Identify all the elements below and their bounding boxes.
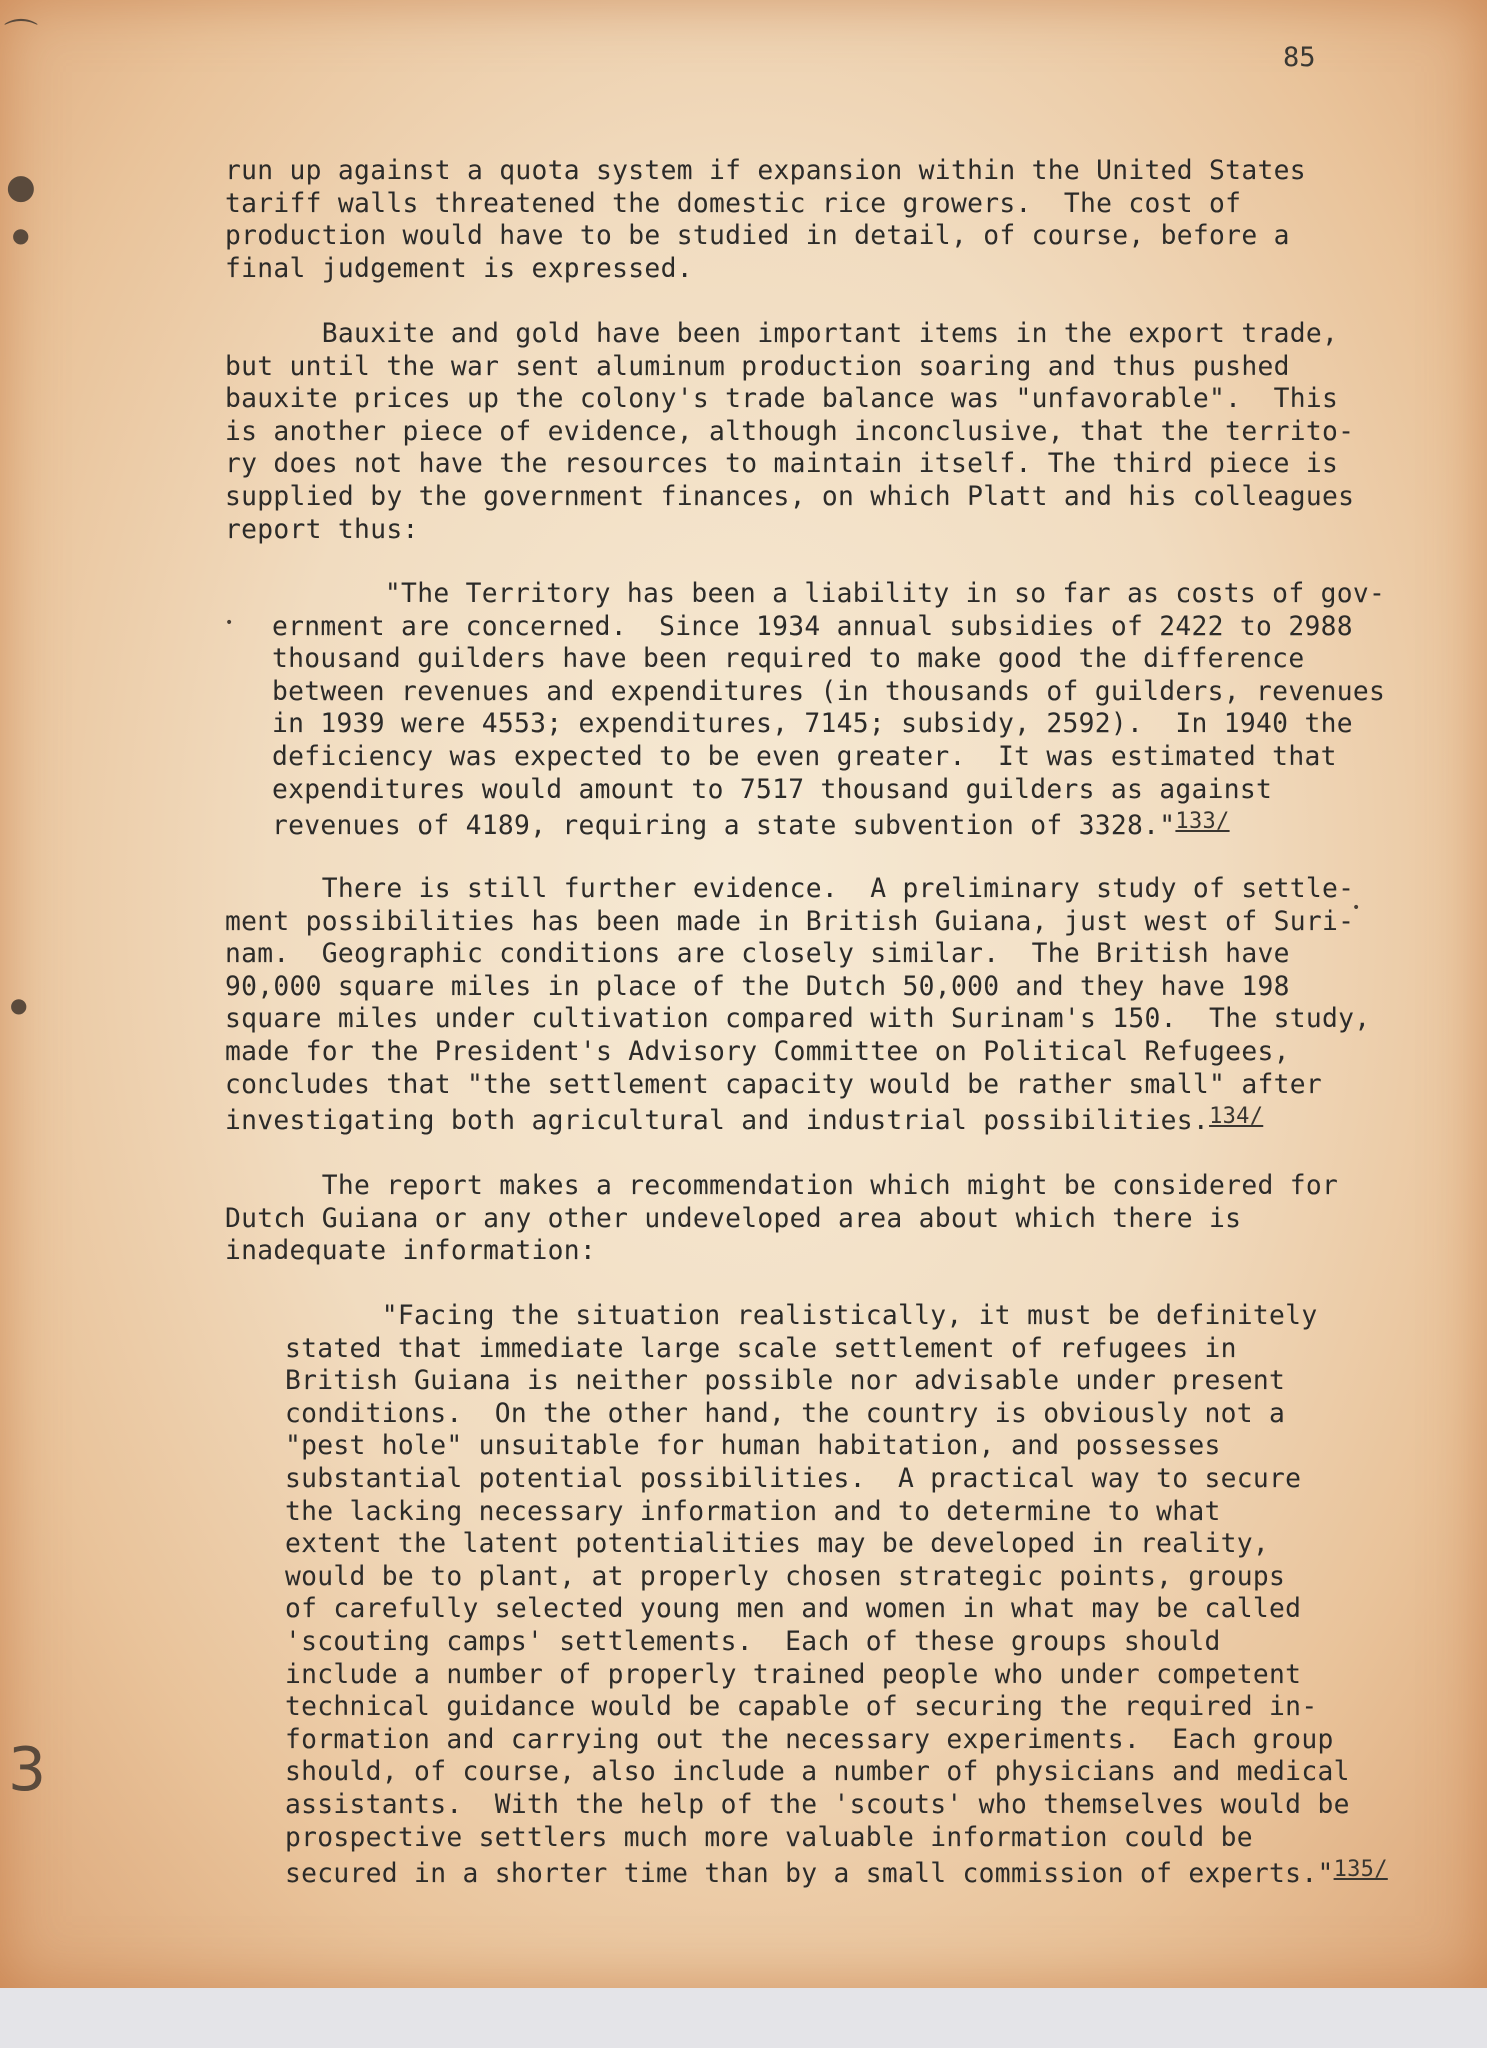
line-text: technical guidance would be capable of securing the required in- <box>285 1692 1318 1723</box>
text-line <box>285 1659 1388 1692</box>
line-text: final judgement is expressed. <box>225 253 693 284</box>
line-text: The report makes a recommendation which might be considered for <box>225 1171 1339 1201</box>
line-text: Bauxite and gold have been important items in the export trade, <box>225 319 1339 349</box>
text-line <box>272 676 1385 709</box>
line-text: made for the President's Advisory Committee on Political Refugees, <box>225 1036 1290 1067</box>
text-line <box>272 774 1385 807</box>
text-line <box>285 1724 1388 1757</box>
text-line <box>225 1003 1370 1036</box>
text-line <box>285 1398 1388 1431</box>
line-text: the lacking necessary information and to determine to what <box>285 1496 1221 1527</box>
line-text: inadequate information: <box>225 1236 597 1267</box>
text-line <box>285 1561 1388 1594</box>
line-text: bauxite prices up the colony's trade balance was "unfavorable". This <box>225 384 1339 415</box>
line-text: "pest hole" unsuitable for human habitation, and possesses <box>285 1431 1221 1462</box>
line-text: between revenues and expenditures (in thousands of guilders, revenues <box>272 676 1386 707</box>
paragraph-report-recommendation <box>225 1170 1338 1268</box>
line-text: but until the war sent aluminum production soaring and thus pushed <box>225 351 1290 382</box>
line-text: Dutch Guiana or any other undeveloped area about which there is <box>225 1203 1242 1234</box>
line-text: in 1939 were 4553; expenditures, 7145; subsidy, 2592). In 1940 the <box>272 709 1353 740</box>
text-line <box>285 1333 1388 1366</box>
footnote-reference: 134/ <box>1209 1104 1264 1130</box>
line-text: prospective settlers much more valuable information could be <box>285 1822 1253 1853</box>
line-text: nam. Geographic conditions are closely similar. The British have <box>225 939 1290 970</box>
text-line <box>225 481 1354 514</box>
text-line <box>225 155 1306 188</box>
line-text: secured in a shorter time than by a small commission of experts." <box>285 1859 1334 1890</box>
stray-mark: • <box>225 615 234 631</box>
text-line <box>225 351 1354 384</box>
scan-bottom-margin <box>0 1988 1487 2048</box>
line-text: concludes that "the settlement capacity would be rather small" after <box>225 1069 1322 1100</box>
text-line <box>225 906 1370 939</box>
footnote-reference: 135/ <box>1333 1857 1388 1883</box>
text-line <box>225 1101 1370 1137</box>
line-text: British Guiana is neither possible nor advisable under present <box>285 1366 1286 1397</box>
text-line <box>285 1626 1388 1659</box>
line-text: should, of course, also include a number of physicians and medical <box>285 1757 1350 1788</box>
line-text: square miles under cultivation compared with Surinam's 150. The study, <box>225 1004 1371 1035</box>
line-text: of carefully selected young men and women in what may be called <box>285 1594 1302 1625</box>
text-line <box>272 578 1385 611</box>
text-line <box>225 253 1306 286</box>
text-line <box>225 188 1306 221</box>
text-line <box>285 1300 1388 1333</box>
text-line <box>285 1496 1388 1529</box>
line-text: would be to plant, at properly chosen strategic points, groups <box>285 1561 1286 1592</box>
text-line <box>272 741 1385 774</box>
line-text: tariff walls threatened the domestic rice growers. The cost of <box>225 188 1242 219</box>
text-line <box>285 1789 1388 1822</box>
text-line <box>285 1528 1388 1561</box>
line-text: ry does not have the resources to maintain itself. The third piece is <box>225 449 1339 480</box>
line-text: include a number of properly trained people who under competent <box>285 1659 1302 1690</box>
paragraph-further-evidence <box>225 873 1371 1137</box>
text-line <box>225 220 1306 253</box>
text-line <box>272 806 1385 842</box>
line-text: expenditures would amount to 7517 thousand guilders as against <box>272 774 1273 805</box>
text-line <box>225 514 1354 547</box>
quotation-scouting-camps <box>285 1300 1388 1890</box>
text-line <box>272 643 1385 676</box>
line-text: substantial potential possibilities. A practical way to secure <box>285 1463 1302 1494</box>
line-text: formation and carrying out the necessary experiments. Each group <box>285 1724 1334 1755</box>
quotation-territory-liability <box>272 578 1386 842</box>
text-line <box>272 708 1385 741</box>
binding-hole-icon: ● <box>12 223 30 247</box>
text-line <box>285 1822 1388 1855</box>
line-text: ment possibilities has been made in British Guiana, just west of Suri- <box>225 906 1355 937</box>
text-line <box>285 1430 1388 1463</box>
text-line <box>285 1691 1388 1724</box>
paragraph-bauxite-gold <box>225 318 1354 546</box>
line-text: ernment are concerned. Since 1934 annual subsidies of 2422 to 2988 <box>272 611 1353 642</box>
line-text: "Facing the situation realistically, it must be definitely <box>285 1301 1318 1331</box>
line-text: production would have to be studied in detail, of course, before a <box>225 221 1290 252</box>
binding-hole-icon: ● <box>10 993 28 1017</box>
line-text: supplied by the government finances, on which Platt and his colleagues <box>225 481 1355 512</box>
stray-mark: • <box>1352 900 1361 916</box>
text-line <box>225 1235 1338 1268</box>
line-text: assistants. With the help of the 'scouts' who themselves would be <box>285 1789 1350 1820</box>
line-text: "The Territory has been a liability in so far as costs of gov- <box>272 579 1386 609</box>
line-text: 'scouting camps' settlements. Each of these groups should <box>285 1626 1221 1657</box>
footnote-reference: 133/ <box>1175 809 1230 835</box>
text-line <box>225 938 1370 971</box>
line-text: conditions. On the other hand, the country is obviously not a <box>285 1398 1286 1429</box>
text-line <box>225 1069 1370 1102</box>
binding-mark-bottom: 3 <box>8 1735 47 1805</box>
text-line <box>225 1203 1338 1236</box>
text-line <box>225 1036 1370 1069</box>
line-text: is another piece of evidence, although inconclusive, that the territo- <box>225 416 1355 447</box>
text-line <box>225 873 1370 906</box>
line-text: 90,000 square miles in place of the Dutch 50,000 and they have 198 <box>225 971 1290 1002</box>
text-line <box>285 1854 1388 1890</box>
text-line <box>272 611 1385 644</box>
line-text: report thus: <box>225 514 419 545</box>
line-text: extent the latent potentialities may be developed in reality, <box>285 1529 1270 1560</box>
text-line <box>225 416 1354 449</box>
line-text: deficiency was expected to be even greater. It was estimated that <box>272 741 1337 772</box>
line-text: stated that immediate large scale settlement of refugees in <box>285 1333 1237 1364</box>
text-line <box>225 318 1354 351</box>
page-number: 85 <box>1283 42 1316 73</box>
paragraph-quota-system <box>225 155 1306 285</box>
text-line <box>225 1170 1338 1203</box>
line-text: revenues of 4189, requiring a state subvention of 3328." <box>272 811 1176 842</box>
text-line <box>285 1463 1388 1496</box>
text-line <box>225 383 1354 416</box>
line-text: thousand guilders have been required to make good the difference <box>272 644 1305 675</box>
line-text: run up against a quota system if expansion within the United States <box>225 156 1306 186</box>
binding-hole-icon: ● <box>6 167 36 207</box>
line-text: There is still further evidence. A preliminary study of settle- <box>225 874 1355 904</box>
line-text: investigating both agricultural and industrial possibilities. <box>225 1106 1210 1137</box>
text-line <box>225 448 1354 481</box>
text-line <box>225 971 1370 1004</box>
text-line <box>285 1593 1388 1626</box>
text-line <box>285 1365 1388 1398</box>
binding-mark-top: ⌒ <box>4 17 38 57</box>
text-line <box>285 1756 1388 1789</box>
